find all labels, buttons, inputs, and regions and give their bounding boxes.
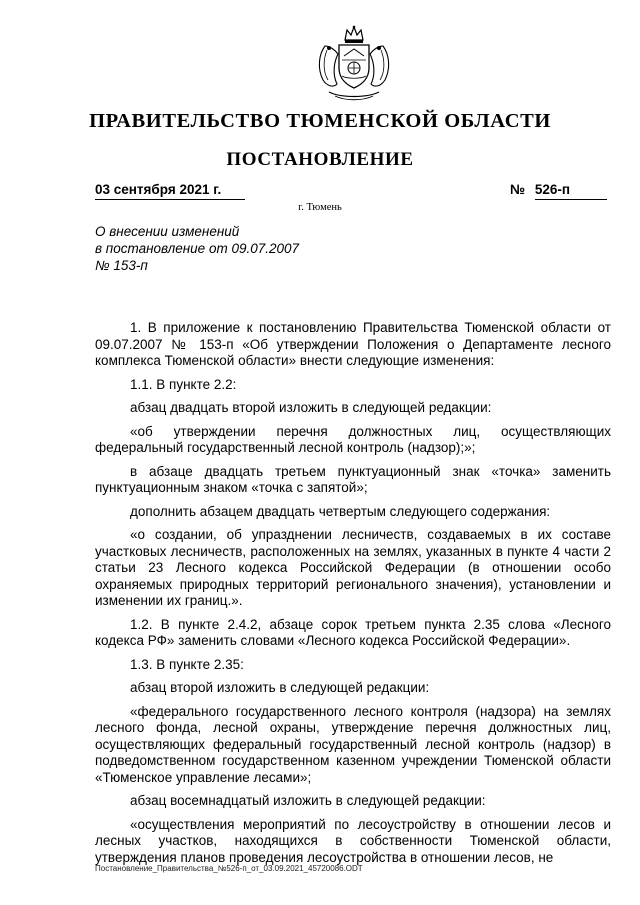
paragraph: 1.3. В пункте 2.35: [130,656,244,672]
subject-line: в постановление от 09.07.2007 [95,241,300,256]
paragraph: «о создании, об упразднении лесничеств, создаваемых в их составе участковых лесничеств, расположенных на землях, указанных в пункте 4 части 2 статьи 23 Лесного кодекса Российской Федерации (в отношении особо охраняемых природных территорий регионального значения), установлении и изменении их границ.». [95,527,611,608]
paragraph: дополнить абзацем двадцать четвертым следующего содержания: [130,503,551,519]
document-footer-filename: Постановление_Правительства_№526-п_от_03.09.2021_45720086.ODT [95,864,363,873]
paragraph: 1. В приложение к постановлению Правительства Тюменской области от 09.07.2007 № 153-п «Об утверждении Положения о Департаменте лесного комплекса Тюменской области» внести следующие изменения: [95,320,611,368]
paragraph: 1.1. В пункте 2.2: [130,376,237,392]
subject-line: № 153-п [95,258,148,273]
document-date: 03 сентября 2021 г. [95,181,245,200]
document-number-field [510,181,607,199]
paragraph: «об утверждении перечня должностных лиц, осуществляющих федеральный государственный лесной контроль (надзор);»; [95,423,611,455]
paragraph: «федерального государственного лесного контроля (надзора) на землях лесного фонда, лесной охраны, утверждение перечня должностных лиц, осуществляющих федеральный государственный лесной контроль (надзор) в подведомственном государственном казенном учреждении Тюменской области «Тюменское управление лесами»; [95,703,611,785]
paragraph: абзац восемнадцатый изложить в следующей редакции: [130,793,486,808]
document-type-heading: ПОСТАНОВЛЕНИЕ [226,149,414,170]
number-sign: № [510,182,526,197]
paragraph: абзац второй изложить в следующей редакции: [130,680,430,695]
paragraph: в абзаце двадцать третьем пунктуационный знак «точка» заменить пунктуационным знаком «точка с запятой»; [95,463,611,495]
coat-of-arms-emblem [311,24,397,104]
paragraph: 1.2. В пункте 2.4.2, абзаце сорок третьем пункта 2.35 слова «Лесного кодекса РФ» заменить словами «Лесного кодекса Российской Федерации». [95,616,611,648]
city-label: г. Тюмень [298,202,342,213]
document-body [95,320,611,873]
subject-line: О внесении изменений [95,224,240,239]
paragraph: «осуществления мероприятий по лесоустройству в отношении лесов и лесных участков, находящихся в собственности Тюменской области, утверждения планов проведения лесоустройства в отношении лесов, не [95,816,611,865]
document-subject [95,223,395,274]
document-number: 526-п [535,181,607,200]
paragraph: абзац двадцать второй изложить в следующей редакции: [130,400,492,415]
government-title: ПРАВИТЕЛЬСТВО ТЮМЕНСКОЙ ОБЛАСТИ [89,110,551,132]
